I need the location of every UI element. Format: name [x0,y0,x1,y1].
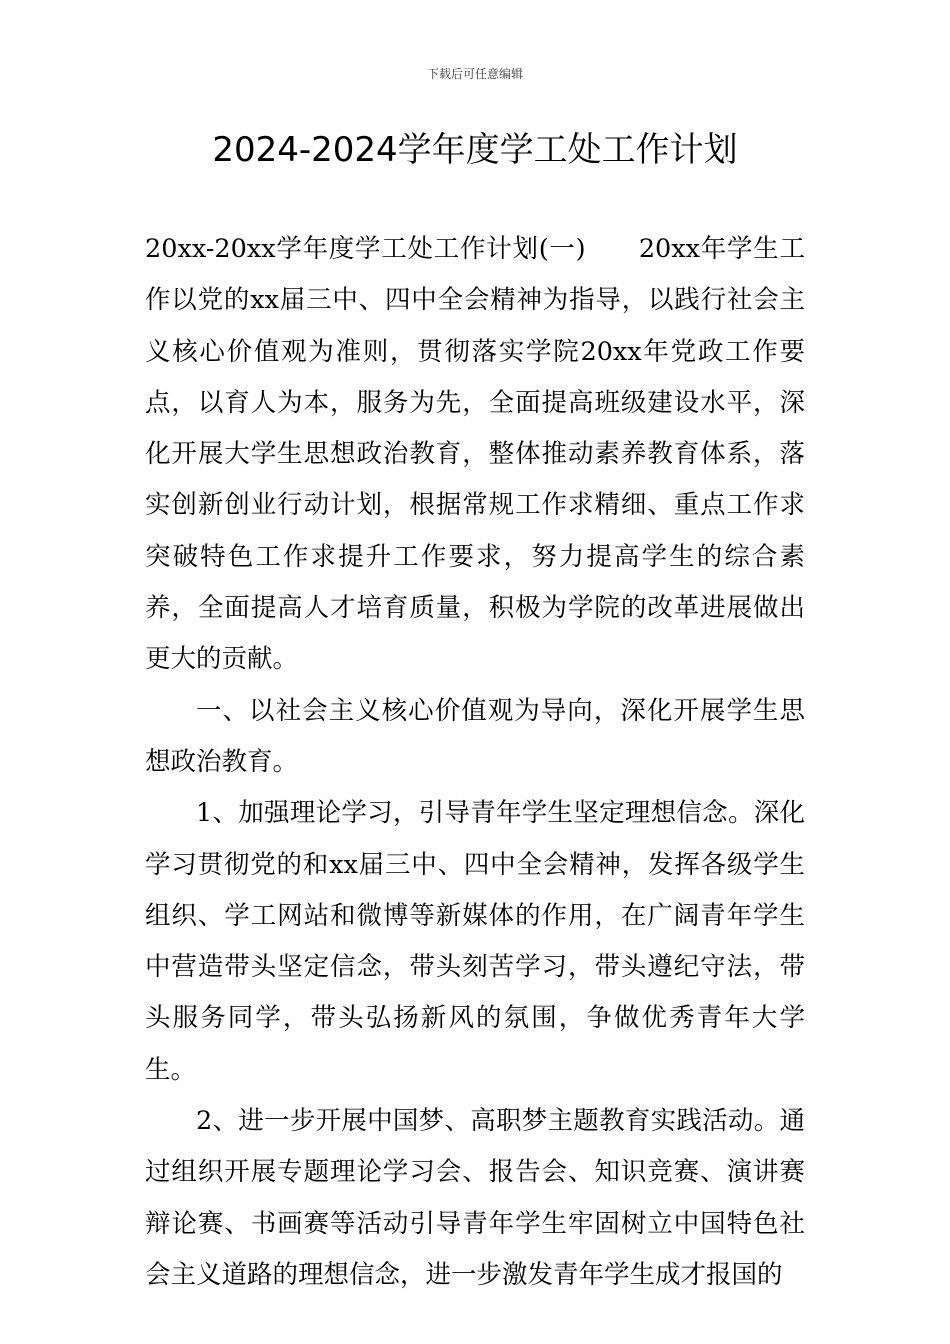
header-note: 下载后可任意编辑 [426,67,523,81]
paragraph-section-one: 一、以社会主义核心价值观为导向，深化开展学生思想政治教育。 [145,695,805,777]
paragraph-item-two: 2、进一步开展中国梦、高职梦主题教育实践活动。通过组织开展专题理论学习会、报告会、知识竞赛、演讲赛辩论赛、书画赛等活动引导青年学生牢固树立中国特色社会主义道路的理想信念，进一步激发青年学生成才报国的 [145,1106,805,1290]
paragraph-intro: 20xx-20xx学年度学工处工作计划(一) 20xx年学生工作以党的xx届三中、四中全会精神为指导，以践行社会主义核心价值观为准则，贯彻落实学院20xx年党政工作要点，以育人为本，服务为先，全面提高班级建设水平，深化开展大学生思想政治教育，整体推动素养教育体系，落实创新创业行动计划，根据常规工作求精细、重点工作求突破特色工作求提升工作要求，努力提高学生的综合素养，全面提高人才培育质量，积极为学院的改革进展做出更大的贡献。 [145,234,805,675]
document-body [145,224,805,1301]
document-title: 2024-2024学年度学工处工作计划 [212,130,738,170]
paragraph-item-one: 1、加强理论学习，引导青年学生坚定理想信念。深化学习贯彻党的和xx届三中、四中全会精神，发挥各级学生组织、学工网站和微博等新媒体的作用，在广阔青年学生中营造带头坚定信念，带头刻苦学习，带头遵纪守法，带头服务同学，带头弘扬新风的氛围，争做优秀青年大学生。 [145,798,805,1085]
